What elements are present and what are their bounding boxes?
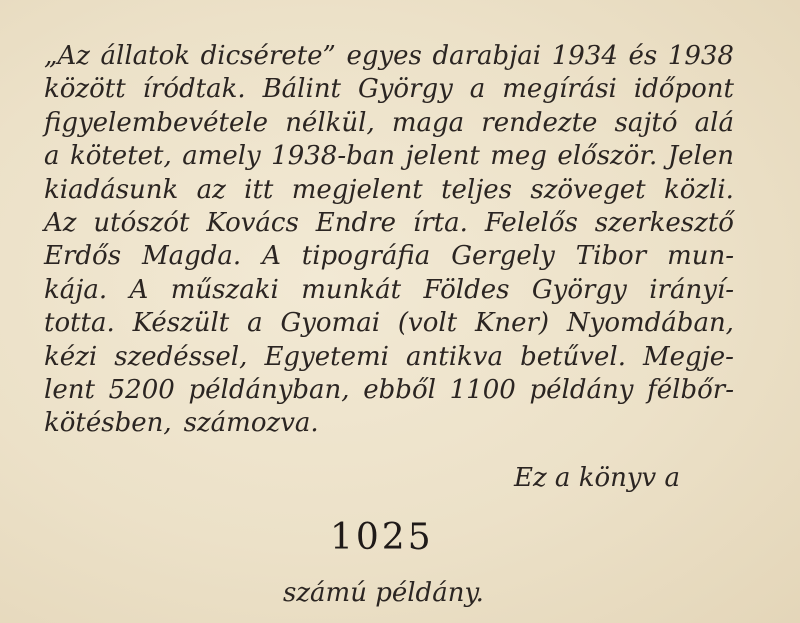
colophon-word: íródtak. (142, 74, 246, 105)
colophon-word: mun- (667, 241, 734, 272)
colophon-text (44, 40, 734, 441)
colophon-word: példány (529, 374, 634, 405)
colophon-word: 1938-ban (271, 141, 396, 172)
colophon-word: félbőr- (647, 374, 734, 405)
colophon-word: sajtó (614, 107, 678, 138)
colophon-word: 1934 (551, 41, 618, 71)
colophon-word: Gergely (451, 241, 555, 272)
colophon-word: munkát (301, 274, 402, 305)
colophon-word: nélkül, (285, 107, 375, 138)
colophon-line (44, 207, 734, 240)
colophon-word: antikva (406, 341, 503, 372)
colophon-line (44, 374, 734, 407)
colophon-word: közli. (663, 174, 734, 205)
colophon-word: állatok (100, 41, 191, 71)
colophon-word: Megje- (643, 341, 734, 372)
colophon-word: műszaki (170, 274, 279, 305)
colophon-word: Az (44, 207, 77, 238)
colophon-word: írta. (412, 207, 468, 238)
colophon-word: rendezte (481, 107, 598, 138)
colophon-word: utószót (93, 207, 190, 238)
colophon-word: (volt (397, 308, 458, 339)
colophon-word: jelent (405, 141, 480, 172)
colophon-word: az (196, 174, 226, 205)
colophon-word: lent (44, 374, 95, 405)
colophon-word: irányí- (649, 274, 734, 305)
colophon-word: totta. (44, 308, 115, 339)
colophon-line (44, 307, 734, 340)
colophon-word: a (44, 141, 60, 172)
colophon-word: dicsérete” (200, 41, 336, 71)
colophon-word: Magda. (141, 241, 242, 272)
colophon-word: Bálint (262, 74, 342, 105)
colophon-word: alá (694, 107, 734, 138)
colophon-word: A (129, 274, 149, 305)
colophon-word: 1938 (667, 41, 734, 71)
colophon-line (44, 174, 734, 207)
colophon-word: és (628, 41, 658, 71)
colophon-word: betűvel. (520, 341, 626, 372)
colophon-word: figyelembevétele (44, 107, 269, 138)
colophon-word: számozva. (183, 408, 319, 439)
colophon-line (44, 341, 734, 374)
colophon-word: ebből (363, 374, 436, 405)
colophon-word: Felelős (484, 207, 578, 238)
copy-statement-suffix: számú példány. (283, 578, 484, 608)
colophon-word: György (531, 274, 627, 305)
colophon-word: egyes (346, 41, 422, 71)
colophon-word: Jelen (667, 141, 734, 172)
colophon-line (44, 240, 734, 273)
colophon-word: kötetet, (69, 141, 172, 172)
colophon-line (44, 40, 734, 73)
colophon-word: „Az (44, 41, 90, 71)
colophon-word: kézi (44, 341, 98, 372)
colophon-line (44, 73, 734, 106)
colophon-word: Tibor (575, 241, 647, 272)
colophon-word: Kner) (474, 308, 550, 339)
colophon-word: megírási (502, 74, 617, 105)
colophon-word: Készült (132, 308, 230, 339)
colophon-line (44, 140, 734, 173)
colophon-word: példányban, (188, 374, 350, 405)
colophon-word: A (262, 241, 281, 272)
colophon-line (44, 274, 734, 307)
colophon-word: amely (182, 141, 261, 172)
colophon-word: itt (244, 174, 274, 205)
colophon-word: szöveget (530, 174, 646, 205)
colophon-word: 1100 (449, 374, 516, 405)
copy-statement-intro: Ez a könyv a (513, 463, 680, 493)
colophon-word: szedéssel, (114, 341, 248, 372)
colophon-word: szerkesztő (594, 207, 734, 238)
colophon-word: teljes (441, 174, 513, 205)
colophon-word: Endre (315, 207, 396, 238)
colophon-word: György (357, 74, 453, 105)
colophon-line (44, 107, 734, 140)
colophon-word: a (469, 74, 486, 105)
colophon-word: Földes (423, 274, 510, 305)
colophon-word: kája. (44, 274, 108, 305)
colophon-word: maga (391, 107, 465, 138)
colophon-word: a (247, 308, 263, 339)
colophon-word: időpont (633, 74, 734, 105)
colophon-word: meg (490, 141, 547, 172)
colophon-word: Egyetemi (264, 341, 389, 372)
colophon-word: kötésben, (44, 408, 172, 439)
colophon-word: Gyomai (280, 308, 381, 339)
colophon-word: először. (557, 141, 658, 172)
colophon-word: 5200 (108, 374, 175, 405)
colophon-word: között (44, 74, 126, 105)
colophon-word: tipográfia (301, 241, 431, 272)
copy-number: 1025 (330, 517, 434, 558)
colophon-word: kiadásunk (44, 174, 179, 205)
colophon-word: megjelent (291, 174, 423, 205)
colophon-word: Erdős (44, 241, 122, 272)
colophon-word: Kovács (206, 207, 299, 238)
colophon-word: darabjai (432, 41, 542, 71)
colophon-word: Nyomdában, (566, 308, 734, 339)
colophon-line (44, 407, 734, 440)
